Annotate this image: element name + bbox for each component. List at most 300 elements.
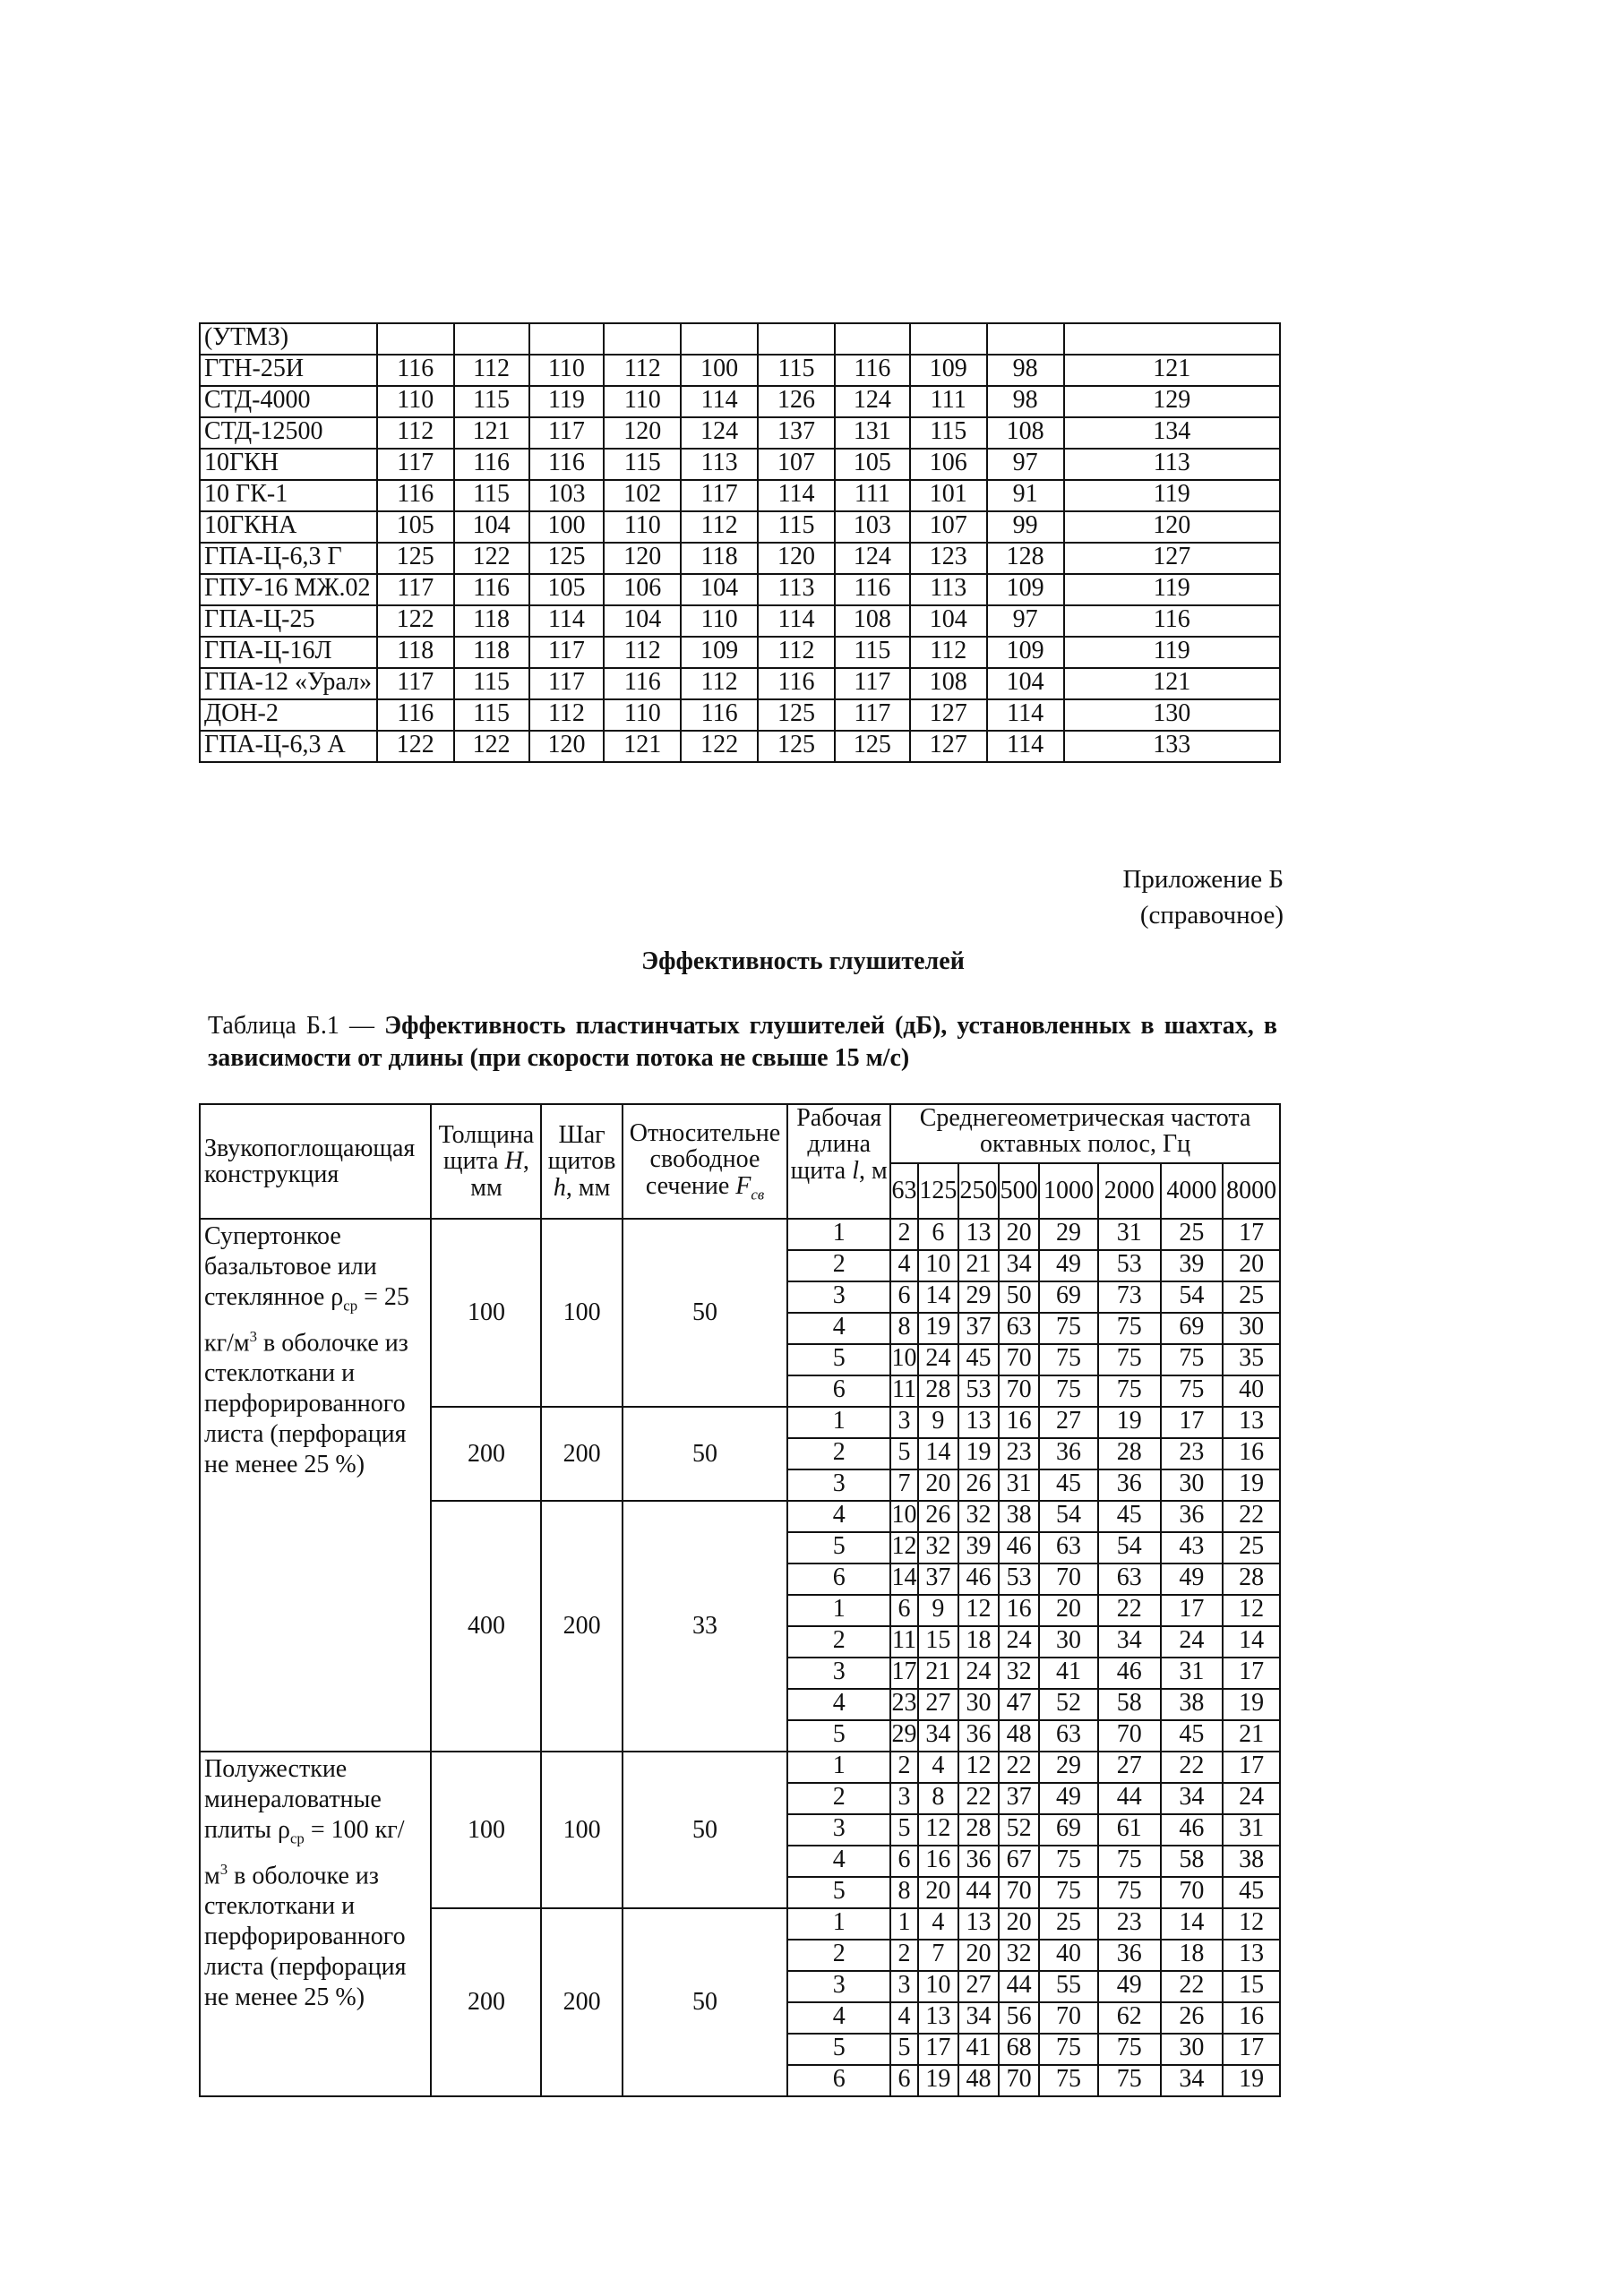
table-cell: 117 [681, 480, 758, 511]
muffler-efficiency-table [199, 1103, 1281, 2097]
table-cell: 117 [529, 637, 605, 668]
efficiency-value: 14 [918, 1438, 958, 1469]
thickness-value: 400 [431, 1501, 541, 1752]
efficiency-value: 49 [1039, 1250, 1098, 1281]
table-row [200, 1752, 1280, 1783]
efficiency-value: 63 [1039, 1720, 1098, 1752]
length-value: 4 [787, 1689, 890, 1720]
efficiency-value: 25 [1161, 1219, 1224, 1250]
table-cell: 106 [604, 574, 681, 605]
efficiency-value: 8 [890, 1313, 918, 1344]
efficiency-value: 62 [1098, 2002, 1161, 2034]
efficiency-value: 3 [890, 1971, 918, 2002]
efficiency-value: 25 [1223, 1281, 1280, 1313]
efficiency-value: 32 [999, 1940, 1039, 1971]
table-cell: 111 [910, 386, 987, 417]
unit-name: ГПА-Ц-6,3 А [200, 731, 377, 762]
table-caption [208, 1010, 1277, 1075]
efficiency-value: 32 [999, 1658, 1039, 1689]
efficiency-value: 12 [1223, 1595, 1280, 1626]
table-cell: 112 [604, 355, 681, 386]
efficiency-value: 30 [1223, 1313, 1280, 1344]
table-cell: 115 [758, 355, 835, 386]
efficiency-value: 17 [1161, 1595, 1224, 1626]
table-cell: 97 [987, 605, 1064, 637]
efficiency-value: 73 [1098, 1281, 1161, 1313]
efficiency-value: 46 [1098, 1658, 1161, 1689]
efficiency-value: 12 [958, 1595, 999, 1626]
table-cell: 108 [987, 417, 1064, 449]
efficiency-value: 75 [1161, 1344, 1224, 1375]
table-cell: 112 [681, 668, 758, 699]
table-row [200, 1219, 1280, 1250]
efficiency-value: 10 [890, 1344, 918, 1375]
table-cell [377, 323, 454, 355]
efficiency-value: 13 [1223, 1407, 1280, 1438]
efficiency-value: 36 [1098, 1469, 1161, 1501]
efficiency-value: 53 [999, 1564, 1039, 1595]
table-cell [987, 323, 1064, 355]
table-cell: 125 [835, 731, 910, 762]
efficiency-value: 75 [1039, 2034, 1098, 2065]
efficiency-value: 54 [1161, 1281, 1224, 1313]
table-cell [910, 323, 987, 355]
efficiency-value: 6 [918, 1219, 958, 1250]
efficiency-value: 75 [1098, 1313, 1161, 1344]
table-cell: 104 [681, 574, 758, 605]
efficiency-value: 14 [890, 1564, 918, 1595]
efficiency-value: 50 [999, 1281, 1039, 1313]
length-value: 2 [787, 1250, 890, 1281]
table-cell: 112 [377, 417, 454, 449]
efficiency-value: 20 [918, 1877, 958, 1908]
free-section-value: 33 [623, 1501, 788, 1752]
table-cell: 108 [835, 605, 910, 637]
header-frequency-250: 250 [958, 1163, 999, 1219]
efficiency-value: 29 [958, 1281, 999, 1313]
table-cell: 99 [987, 511, 1064, 543]
table-cell: 116 [377, 480, 454, 511]
efficiency-value: 20 [999, 1908, 1039, 1940]
efficiency-value: 44 [999, 1971, 1039, 2002]
table-row [200, 543, 1280, 574]
table-cell: 115 [604, 449, 681, 480]
table-cell: 107 [910, 511, 987, 543]
table-cell: 120 [604, 417, 681, 449]
efficiency-value: 26 [1161, 2002, 1224, 2034]
noise-levels-body [200, 323, 1280, 762]
efficiency-value: 6 [890, 1846, 918, 1877]
table-cell: 122 [377, 731, 454, 762]
efficiency-value: 27 [918, 1689, 958, 1720]
table-cell: 120 [1064, 511, 1280, 543]
table-cell: 125 [529, 543, 605, 574]
table-cell: 119 [1064, 574, 1280, 605]
efficiency-value: 70 [1098, 1720, 1161, 1752]
efficiency-value: 47 [999, 1689, 1039, 1720]
efficiency-value: 12 [890, 1532, 918, 1564]
table-cell: 116 [1064, 605, 1280, 637]
efficiency-value: 37 [958, 1313, 999, 1344]
table-cell: 105 [377, 511, 454, 543]
length-value: 5 [787, 1877, 890, 1908]
length-value: 1 [787, 1407, 890, 1438]
table-cell: 115 [454, 668, 529, 699]
construction-description: Супертонкое базальтовое или стеклянное $\rho_{ср} = 25$ $кг/м^3$ в оболочке из стеклоткани и перфорированного листа (перфорация не менее 25 %) [200, 1219, 431, 1752]
table-cell: 112 [910, 637, 987, 668]
efficiency-value: 70 [1161, 1877, 1224, 1908]
efficiency-value: 22 [999, 1752, 1039, 1783]
table-cell: 112 [529, 699, 605, 731]
free-section-value: 50 [623, 1752, 788, 1908]
table-row [200, 386, 1280, 417]
efficiency-value: 23 [1098, 1908, 1161, 1940]
efficiency-value: 24 [918, 1344, 958, 1375]
table-cell: 124 [835, 543, 910, 574]
length-value: 6 [787, 1375, 890, 1407]
table-cell: 109 [987, 637, 1064, 668]
table-cell: 112 [758, 637, 835, 668]
efficiency-value: 17 [1223, 1658, 1280, 1689]
efficiency-value: 68 [999, 2034, 1039, 2065]
table-cell: 115 [454, 699, 529, 731]
table-cell: 122 [454, 543, 529, 574]
table-cell: 127 [1064, 543, 1280, 574]
efficiency-value: 53 [1098, 1250, 1161, 1281]
efficiency-value: 4 [890, 2002, 918, 2034]
table-cell: 133 [1064, 731, 1280, 762]
table-cell: 117 [835, 668, 910, 699]
table-cell: 104 [454, 511, 529, 543]
table-cell: 116 [758, 668, 835, 699]
efficiency-value: 7 [918, 1940, 958, 1971]
unit-name: ГПУ-16 МЖ.02 [200, 574, 377, 605]
efficiency-value: 27 [1039, 1407, 1098, 1438]
muffler-table-header [200, 1104, 1280, 1219]
table-caption-lead: Таблица Б.1 — [208, 1012, 374, 1040]
efficiency-value: 7 [890, 1469, 918, 1501]
efficiency-value: 20 [1223, 1250, 1280, 1281]
efficiency-value: 75 [1098, 1846, 1161, 1877]
length-value: 4 [787, 2002, 890, 2034]
efficiency-value: 40 [1039, 1940, 1098, 1971]
table-row [200, 323, 1280, 355]
efficiency-value: 75 [1098, 1344, 1161, 1375]
efficiency-value: 38 [1223, 1846, 1280, 1877]
table-cell: 122 [681, 731, 758, 762]
table-cell: 105 [835, 449, 910, 480]
efficiency-value: 63 [1098, 1564, 1161, 1595]
efficiency-value: 19 [958, 1438, 999, 1469]
table-cell: 98 [987, 386, 1064, 417]
efficiency-value: 2 [890, 1940, 918, 1971]
efficiency-value: 38 [1161, 1689, 1224, 1720]
efficiency-value: 67 [999, 1846, 1039, 1877]
step-value: 200 [541, 1501, 622, 1752]
table-cell: 110 [529, 355, 605, 386]
unit-name: 10 ГК-1 [200, 480, 377, 511]
efficiency-value: 34 [1098, 1626, 1161, 1658]
efficiency-value: 13 [918, 2002, 958, 2034]
efficiency-value: 46 [1161, 1814, 1224, 1846]
length-value: 2 [787, 1438, 890, 1469]
header-step: Шаг щитов h, мм [541, 1104, 622, 1219]
efficiency-value: 18 [958, 1626, 999, 1658]
table-cell: 126 [758, 386, 835, 417]
table-cell: 116 [377, 355, 454, 386]
efficiency-value: 34 [918, 1720, 958, 1752]
efficiency-value: 20 [1039, 1595, 1098, 1626]
efficiency-value: 3 [890, 1407, 918, 1438]
unit-name: 10ГКНА [200, 511, 377, 543]
table-cell: 125 [377, 543, 454, 574]
efficiency-value: 45 [958, 1344, 999, 1375]
table-cell: 100 [681, 355, 758, 386]
efficiency-value: 63 [999, 1313, 1039, 1344]
efficiency-value: 10 [918, 1971, 958, 2002]
efficiency-value: 29 [1039, 1219, 1098, 1250]
table-cell: 117 [377, 668, 454, 699]
table-cell: 121 [1064, 668, 1280, 699]
step-value: 100 [541, 1752, 622, 1908]
efficiency-value: 13 [958, 1908, 999, 1940]
efficiency-value: 22 [1161, 1752, 1224, 1783]
efficiency-value: 20 [918, 1469, 958, 1501]
efficiency-value: 19 [1098, 1407, 1161, 1438]
table-cell: 116 [454, 449, 529, 480]
table-cell: 125 [758, 731, 835, 762]
efficiency-value: 70 [999, 1375, 1039, 1407]
efficiency-value: 52 [1039, 1689, 1098, 1720]
efficiency-value: 29 [1039, 1752, 1098, 1783]
table-cell: 129 [1064, 386, 1280, 417]
table-cell: 122 [454, 731, 529, 762]
efficiency-value: 24 [1223, 1783, 1280, 1814]
table-cell: 100 [529, 511, 605, 543]
table-cell: 109 [987, 574, 1064, 605]
efficiency-value: 31 [1098, 1219, 1161, 1250]
efficiency-value: 75 [1098, 1375, 1161, 1407]
table-cell: 119 [1064, 480, 1280, 511]
efficiency-value: 37 [999, 1783, 1039, 1814]
unit-name: 10ГКН [200, 449, 377, 480]
length-value: 3 [787, 1814, 890, 1846]
efficiency-value: 23 [890, 1689, 918, 1720]
thickness-value: 100 [431, 1752, 541, 1908]
efficiency-value: 69 [1161, 1313, 1224, 1344]
efficiency-value: 14 [1223, 1626, 1280, 1658]
efficiency-value: 26 [958, 1469, 999, 1501]
efficiency-value: 45 [1161, 1720, 1224, 1752]
length-value: 1 [787, 1219, 890, 1250]
efficiency-value: 22 [1098, 1595, 1161, 1626]
table-cell: 110 [604, 386, 681, 417]
table-cell: 113 [681, 449, 758, 480]
efficiency-value: 27 [958, 1971, 999, 2002]
table-cell: 91 [987, 480, 1064, 511]
efficiency-value: 25 [1039, 1908, 1098, 1940]
table-row [200, 417, 1280, 449]
table-caption-text: Эффективность пластинчатых глушителей (дБ), установленных в шахтах, в зависимости от длины (при скорости потока не свыше 15 м/с) [208, 1012, 1278, 1072]
header-frequency-63: 63 [890, 1163, 918, 1219]
efficiency-value: 19 [1223, 1469, 1280, 1501]
table-cell: 121 [1064, 355, 1280, 386]
length-value: 6 [787, 1564, 890, 1595]
efficiency-value: 41 [958, 2034, 999, 2065]
table-cell: 106 [910, 449, 987, 480]
table-cell: 120 [529, 731, 605, 762]
table-cell: 115 [758, 511, 835, 543]
efficiency-value: 45 [1039, 1469, 1098, 1501]
table-cell: 120 [604, 543, 681, 574]
efficiency-value: 36 [1161, 1501, 1224, 1532]
efficiency-value: 28 [958, 1814, 999, 1846]
table-cell: 121 [454, 417, 529, 449]
efficiency-value: 13 [958, 1219, 999, 1250]
efficiency-value: 17 [1223, 1752, 1280, 1783]
length-value: 4 [787, 1313, 890, 1344]
efficiency-value: 39 [1161, 1250, 1224, 1281]
thickness-value: 100 [431, 1219, 541, 1407]
table-cell [454, 323, 529, 355]
efficiency-value: 17 [1161, 1407, 1224, 1438]
efficiency-value: 55 [1039, 1971, 1098, 2002]
efficiency-value: 5 [890, 1814, 918, 1846]
efficiency-value: 63 [1039, 1532, 1098, 1564]
efficiency-value: 70 [999, 1877, 1039, 1908]
length-value: 1 [787, 1752, 890, 1783]
table-cell: 97 [987, 449, 1064, 480]
efficiency-value: 75 [1039, 1313, 1098, 1344]
efficiency-value: 28 [1098, 1438, 1161, 1469]
efficiency-value: 11 [890, 1626, 918, 1658]
table-cell: 110 [604, 699, 681, 731]
length-value: 1 [787, 1908, 890, 1940]
table-cell: 127 [910, 699, 987, 731]
free-section-value: 50 [623, 1407, 788, 1501]
table-cell: 103 [529, 480, 605, 511]
efficiency-value: 31 [1161, 1658, 1224, 1689]
table-row [200, 699, 1280, 731]
efficiency-value: 21 [918, 1658, 958, 1689]
table-row [200, 668, 1280, 699]
efficiency-value: 48 [999, 1720, 1039, 1752]
efficiency-value: 54 [1098, 1532, 1161, 1564]
table-cell: 116 [835, 574, 910, 605]
unit-name: СТД-4000 [200, 386, 377, 417]
efficiency-value: 75 [1039, 1846, 1098, 1877]
efficiency-value: 6 [890, 2065, 918, 2096]
efficiency-value: 27 [1098, 1752, 1161, 1783]
table-cell: 127 [910, 731, 987, 762]
efficiency-value: 53 [958, 1375, 999, 1407]
efficiency-value: 12 [1223, 1908, 1280, 1940]
table-cell: 117 [377, 574, 454, 605]
efficiency-value: 22 [1223, 1501, 1280, 1532]
efficiency-value: 75 [1098, 2034, 1161, 2065]
efficiency-value: 8 [890, 1877, 918, 1908]
table-cell [1064, 323, 1280, 355]
efficiency-value: 41 [1039, 1658, 1098, 1689]
section-title: Эффективность глушителей [641, 947, 965, 975]
efficiency-value: 43 [1161, 1532, 1224, 1564]
efficiency-value: 2 [890, 1752, 918, 1783]
efficiency-value: 17 [890, 1658, 918, 1689]
thickness-value: 200 [431, 1908, 541, 2096]
efficiency-value: 34 [1161, 2065, 1224, 2096]
length-value: 3 [787, 1971, 890, 2002]
efficiency-value: 19 [1223, 1689, 1280, 1720]
table-cell: 115 [454, 480, 529, 511]
efficiency-value: 17 [1223, 1219, 1280, 1250]
efficiency-value: 22 [958, 1783, 999, 1814]
efficiency-value: 6 [890, 1595, 918, 1626]
table-cell: 112 [681, 511, 758, 543]
efficiency-value: 17 [918, 2034, 958, 2065]
table-cell: 112 [604, 637, 681, 668]
efficiency-value: 10 [890, 1501, 918, 1532]
efficiency-value: 2 [890, 1219, 918, 1250]
efficiency-value: 25 [1223, 1532, 1280, 1564]
table-cell: 113 [1064, 449, 1280, 480]
header-frequency-group: Среднегеометрическая частота октавных полос, Гц [890, 1104, 1280, 1163]
efficiency-value: 15 [918, 1626, 958, 1658]
efficiency-value: 34 [1161, 1783, 1224, 1814]
length-value: 4 [787, 1846, 890, 1877]
efficiency-value: 32 [918, 1532, 958, 1564]
table-cell: 114 [758, 480, 835, 511]
efficiency-value: 70 [999, 1344, 1039, 1375]
table-cell: 107 [758, 449, 835, 480]
efficiency-value: 58 [1098, 1689, 1161, 1720]
table-cell: 131 [835, 417, 910, 449]
free-section-value: 50 [623, 1219, 788, 1407]
efficiency-value: 38 [999, 1501, 1039, 1532]
efficiency-value: 49 [1098, 1971, 1161, 2002]
table-cell: 117 [529, 417, 605, 449]
table-cell: 134 [1064, 417, 1280, 449]
step-value: 200 [541, 1407, 622, 1501]
table-cell: 109 [681, 637, 758, 668]
table-cell: 110 [604, 511, 681, 543]
length-value: 6 [787, 2065, 890, 2096]
efficiency-value: 49 [1039, 1783, 1098, 1814]
construction-description: Полужесткие минераловатные плиты $\rho_{ср} = 100$ $кг/м^3$ в оболочке из стеклоткани и перфорированного листа (перфорация не менее 25 %) [200, 1752, 431, 2096]
table-row [200, 605, 1280, 637]
table-row [200, 355, 1280, 386]
efficiency-value: 4 [918, 1752, 958, 1783]
noise-levels-table [199, 322, 1281, 763]
table-cell: 122 [377, 605, 454, 637]
unit-name: ГТН-25И [200, 355, 377, 386]
length-value: 3 [787, 1469, 890, 1501]
efficiency-value: 29 [890, 1720, 918, 1752]
efficiency-value: 36 [958, 1720, 999, 1752]
length-value: 4 [787, 1501, 890, 1532]
efficiency-value: 13 [958, 1407, 999, 1438]
table-cell: 119 [1064, 637, 1280, 668]
table-cell: 108 [910, 668, 987, 699]
length-value: 5 [787, 1532, 890, 1564]
efficiency-value: 61 [1098, 1814, 1161, 1846]
unit-name: СТД-12500 [200, 417, 377, 449]
efficiency-value: 21 [1223, 1720, 1280, 1752]
length-value: 5 [787, 1720, 890, 1752]
efficiency-value: 56 [999, 2002, 1039, 2034]
efficiency-value: 44 [1098, 1783, 1161, 1814]
efficiency-value: 39 [958, 1532, 999, 1564]
table-row [200, 480, 1280, 511]
